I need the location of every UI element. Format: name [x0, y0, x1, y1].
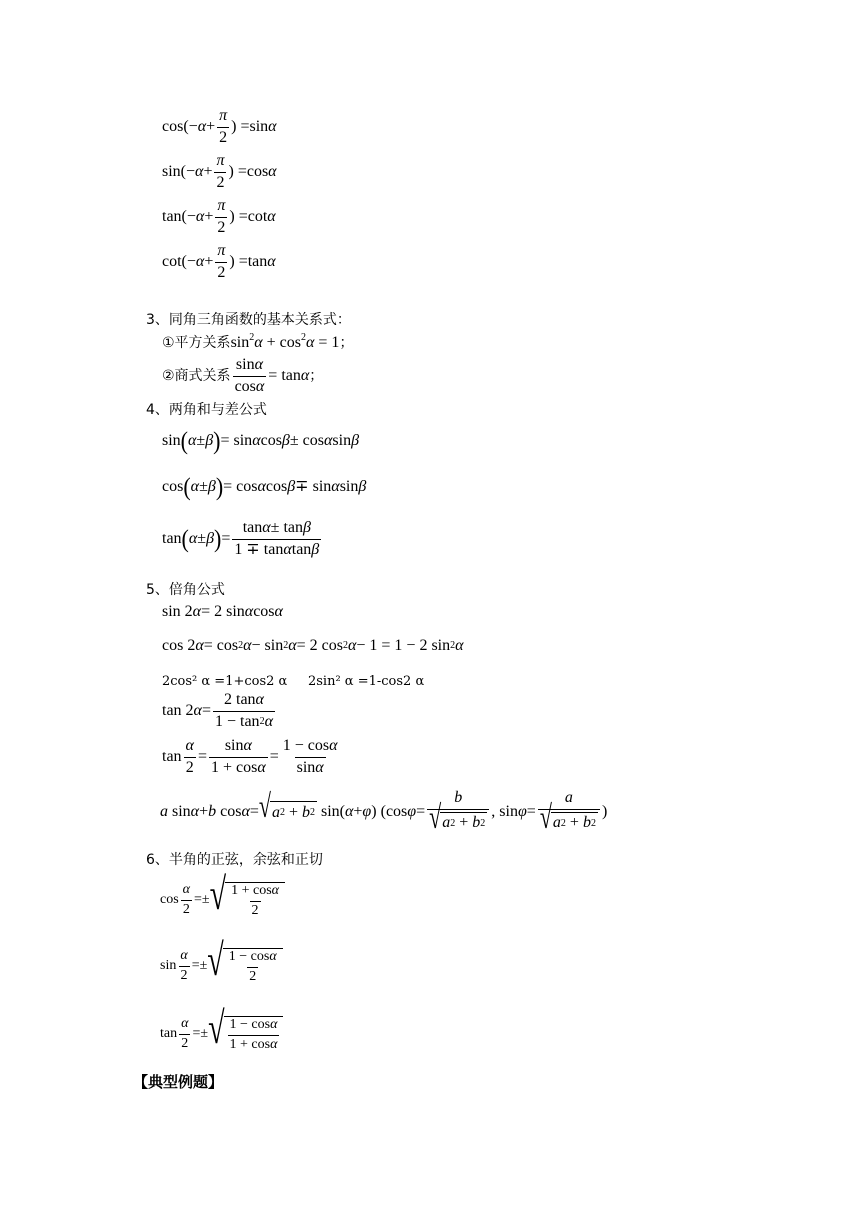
half-angle-tan-identity: tan $\frac{\alpha}{2}$ = sin α 1 + cos α = 1 − cos α sin α [162, 737, 338, 776]
induction-formula-sin: sin (− α + $\frac{\pi}{2}$ ) = cos α [162, 152, 277, 191]
double-angle-tan: tan 2 α = 2 tan α 1 − tan 2 α [162, 691, 273, 730]
sum-formula-cos: cos ( α ± β ) = cos α cos β ∓ sin α sin β [162, 472, 367, 501]
induction-formula-cos: cos (− α + $\frac{\pi}{2}$ ) = sin α [162, 107, 277, 146]
sum-formula-tan: tan ( α ± β ) = tan α ± tan β 1 ∓ tan α tan β [162, 519, 320, 558]
auxiliary-angle-formula: a sin α + b cos α = √ a 2 + b 2 sin( α + φ ) (cos φ = b √ a 2 + b 2 , sin φ = a √ a 2 + b 2 ) [160, 786, 608, 836]
double-angle-sin: sin 2 α = 2 sin α cos α [162, 603, 283, 620]
section6-title: 6、半角的正弦，余弦和正切 [146, 852, 323, 868]
half-angle-sin: sin $\frac{\alpha}{2}$ =± √ 1 − cos α 2 [160, 948, 283, 984]
section5-title: 5、倍角公式 [146, 582, 225, 598]
double-angle-aux: 2cos² α =1+cos2 α 2sin² α =1-cos2 α [162, 674, 425, 689]
induction-formula-tan: tan (− α + $\frac{\pi}{2}$ ) = cot α [162, 197, 276, 236]
quotient-relation: ②商式关系 sin α cos α = tanα ； [162, 356, 324, 395]
examples-heading: 【典型例题】 [133, 1073, 224, 1091]
double-angle-cos: cos 2 α = cos 2 α − sin 2 α = 2 cos 2 α − 1 = 1 − 2 sin 2 α [162, 637, 464, 654]
square-relation: ①平方关系 $\sin^2\alpha + \cos^2\alpha = 1$ ； [162, 332, 354, 351]
half-angle-cos: cos $\frac{\alpha}{2}$ =± √ 1 + cos α 2 [160, 882, 285, 918]
section3-title: 3、同角三角函数的基本关系式： [146, 312, 351, 328]
half-angle-tan: tan $\frac{\alpha}{2}$ =± √ 1 − cos α 1 + cos α [160, 1016, 283, 1052]
section4-title: 4、两角和与差公式 [146, 402, 267, 418]
induction-formula-cot: cot (− α + $\frac{\pi}{2}$ ) = tan α [162, 242, 276, 281]
sum-formula-sin: sin ( α ± β ) = sin α cos β ± cos α sin β [162, 426, 360, 455]
